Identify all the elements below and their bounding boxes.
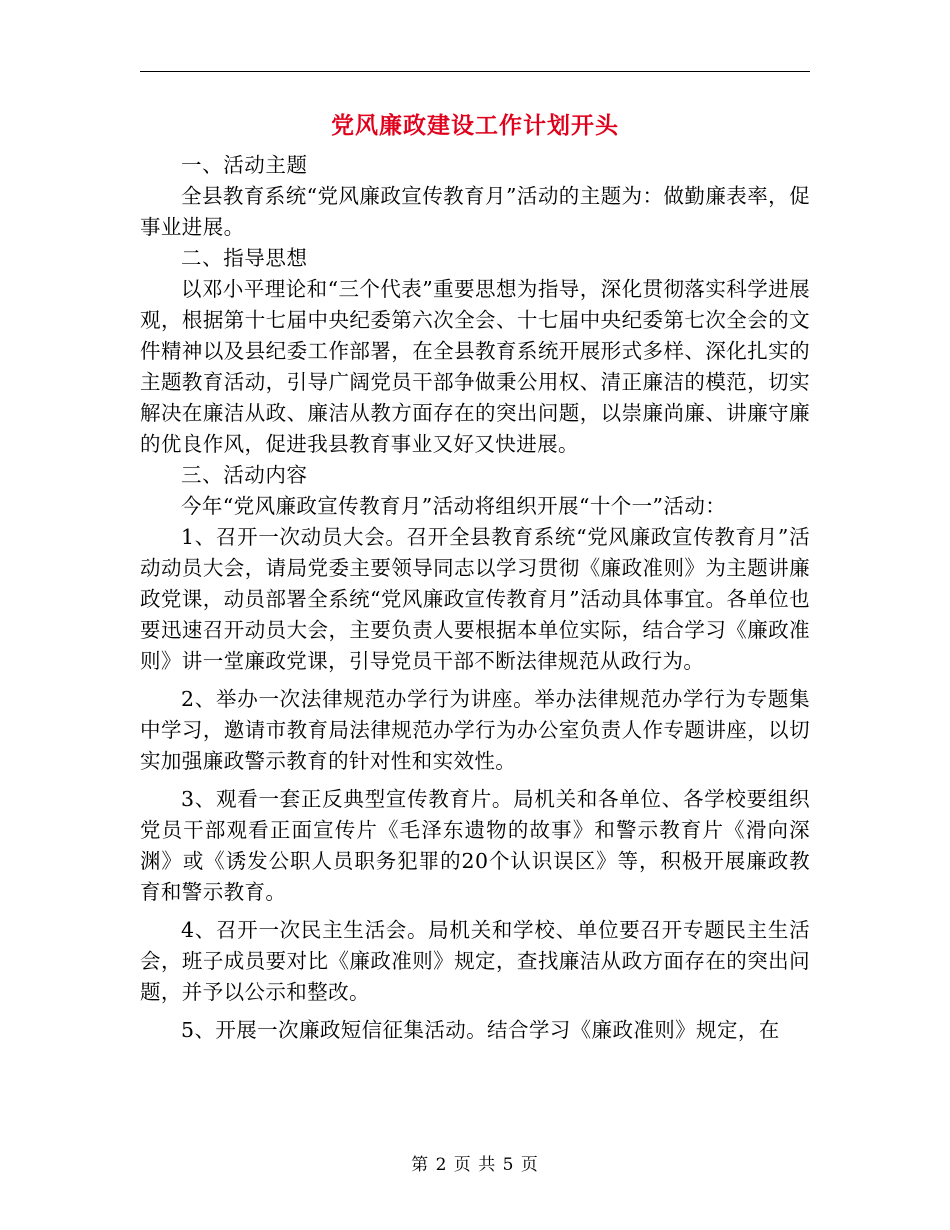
paragraph-item-3: 3、观看一套正反典型宣传教育片。局机关和各单位、各学校要组织党员干部观看正面宣传片《毛泽东遗物的故事》和警示教育片《滑向深渊》或《诱发公职人员职务犯罪的20个认识误区》等，积极开展廉政教育和警示教育。 (140, 787, 810, 904)
paragraph-activity-intro: 今年“党风廉政宣传教育月”活动将组织开展“十个一”活动： (181, 494, 727, 518)
paragraph-guiding-thought: 以邓小平理论和“三个代表”重要思想为指导，深化贯彻落实科学进展观，根据第十七届中央纪委第六次全会、十七届中央纪委第七次全会的文件精神以及县纪委工作部署，在全县教育系统开展形式多样、深化扎实的主题教育活动，引导广阔党员干部争做秉公用权、清正廉洁的模范，切实解决在廉洁从政、廉洁从教方面存在的突出问题，以崇廉尚廉、讲廉守廉的优良作风，促进我县教育事业又好又快进展。 (140, 277, 810, 456)
paragraph-item-1: 1、召开一次动员大会。召开全县教育系统“党风廉政宣传教育月”活动动员大会，请局党委主要领导同志以学习贯彻《廉政准则》为主题讲廉政党课，动员部署全系统“党风廉政宣传教育月”活动具体事宜。各单位也要迅速召开动员大会，主要负责人要根据本单位实际，结合学习《廉政准则》讲一堂廉政党课，引导党员干部不断法律规范从政行为。 (140, 525, 810, 673)
header-rule (140, 71, 810, 72)
section-heading-guiding-thought: 二、指导思想 (181, 246, 308, 270)
paragraph-item-5: 5、开展一次廉政短信征集活动。结合学习《廉政准则》规定，在 (181, 1018, 780, 1042)
document-body (140, 150, 810, 1046)
paragraph-theme: 全县教育系统“党风廉政宣传教育月”活动的主题为：做勤廉表率，促事业进展。 (140, 184, 810, 239)
section-heading-activity-content: 三、活动内容 (181, 463, 308, 487)
document-title: 党风廉政建设工作计划开头 (331, 112, 619, 139)
page-indicator: 第 2 页 共 5 页 (411, 1155, 539, 1175)
paragraph-item-2: 2、举办一次法律规范办学行为讲座。举办法律规范办学行为专题集中学习，邀请市教育局法律规范办学行为办公室负责人作专题讲座，以切实加强廉政警示教育的针对性和实效性。 (140, 687, 810, 773)
paragraph-item-4: 4、召开一次民主生活会。局机关和学校、单位要召开专题民主生活会，班子成员要对比《廉政准则》规定，查找廉洁从政方面存在的突出问题，并予以公示和整改。 (140, 918, 810, 1004)
section-heading-theme: 一、活动主题 (181, 153, 308, 177)
